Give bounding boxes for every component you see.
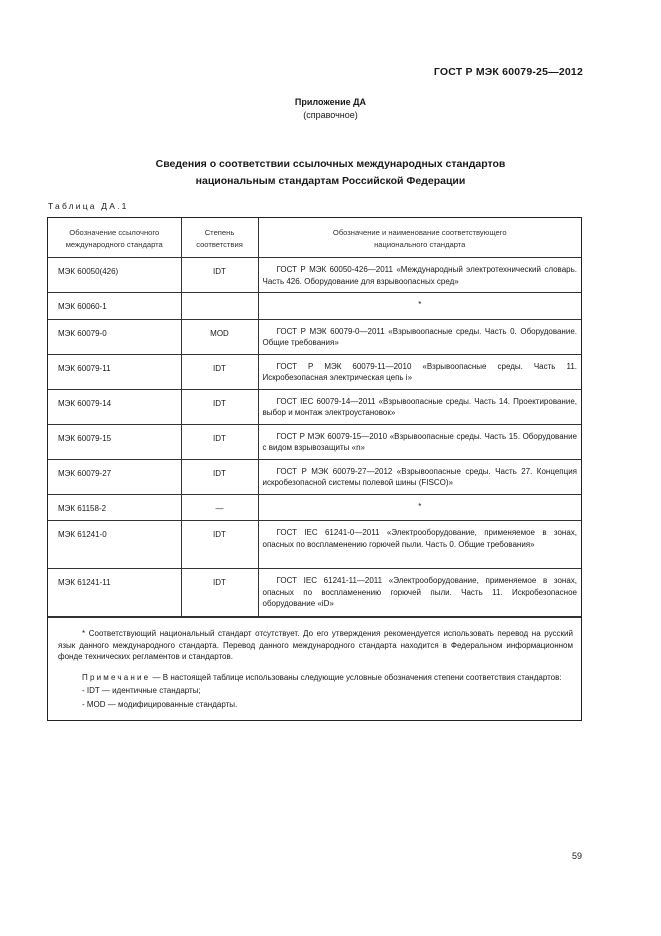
appendix-heading: [0, 96, 661, 122]
appendix-subtitle: (справочное): [303, 110, 358, 120]
table-label: Таблица ДА.1: [48, 201, 129, 211]
table-row: [48, 459, 581, 494]
table-notes: [48, 617, 581, 720]
standard-id: ГОСТ Р МЭК 60079-25—2012: [433, 66, 583, 78]
degree-cell: [181, 293, 258, 320]
degree-cell: MOD: [181, 319, 258, 354]
national-cell: ГОСТ IEC 61241-0—2011 «Электрооборудование, применяемое в зонах, опасных по воспламенению горючей пыли. Часть 0. Общие требования»: [258, 521, 581, 569]
degree-cell: IDT: [181, 354, 258, 389]
ref-cell: МЭК 61158-2: [48, 494, 181, 521]
national-cell: ГОСТ IEC 61241-11—2011 «Электрооборудование, применяемое в зонах, опасных по воспламенению горючей пыли. Часть 11. Искробезопасное оборудование «iD»: [258, 569, 581, 617]
note-text: — В настоящей таблице использованы следующие условные обозначения степени соответствия стандартов:: [152, 672, 562, 682]
footnote: * Соответствующий национальный стандарт отсутствует. До его утверждения рекомендуется использовать перевод на русский язык данного международного стандарта. Перевод данного международного стандарта находится в Федеральном информационном фонде технических регламентов и стандартов.: [58, 629, 573, 661]
correspondence-table: [47, 217, 582, 721]
national-cell: ГОСТ IEC 60079-14—2011 «Взрывоопасные среды. Часть 14. Проектирование, выбор и монтаж электроустановок»: [258, 389, 581, 424]
ref-cell: МЭК 61241-0: [48, 521, 181, 569]
column-header-national: Обозначение и наименование соответствующего национального стандарта: [258, 218, 581, 258]
degree-cell: IDT: [181, 459, 258, 494]
note-label: Примечание: [82, 672, 151, 682]
ref-cell: МЭК 60060-1: [48, 293, 181, 320]
ref-cell: МЭК 60079-27: [48, 459, 181, 494]
column-header-ref: Обозначение ссылочного международного стандарта: [48, 218, 181, 258]
ref-cell: МЭК 60079-11: [48, 354, 181, 389]
table-row: [48, 569, 581, 617]
ref-cell: МЭК 61241-11: [48, 569, 181, 617]
national-cell: ГОСТ Р МЭК 60079-0—2011 «Взрывоопасные среды. Часть 0. Оборудование. Общие требования»: [258, 319, 581, 354]
national-cell: ГОСТ Р МЭК 60050-426—2011 «Международный электротехнический словарь. Часть 426. Оборудование для взрывоопасных сред»: [258, 258, 581, 293]
degree-cell: IDT: [181, 521, 258, 569]
national-cell: ГОСТ Р МЭК 60079-15—2010 «Взрывоопасные среды. Часть 15. Оборудование с видом взрывозащиты «n»: [258, 424, 581, 459]
table-row: [48, 258, 581, 293]
title-line-2: национальным стандартам Российской Федерации: [195, 175, 466, 187]
national-cell: ГОСТ Р МЭК 60079-27—2012 «Взрывоопасные среды. Часть 27. Концепция искробезопасной системы полевой шины (FISCO)»: [258, 459, 581, 494]
note: [58, 672, 573, 684]
page-number: 59: [571, 851, 582, 861]
ref-cell: МЭК 60079-0: [48, 319, 181, 354]
national-cell: *: [258, 293, 581, 320]
degree-cell: IDT: [181, 258, 258, 293]
degree-cell: IDT: [181, 389, 258, 424]
table-row: [48, 521, 581, 569]
ref-cell: МЭК 60050(426): [48, 258, 181, 293]
ref-cell: МЭК 60079-15: [48, 424, 181, 459]
note-item: - IDT — идентичные стандарты;: [82, 686, 201, 695]
table-row: [48, 319, 581, 354]
table-header-row: [48, 218, 581, 258]
table-row: [48, 494, 581, 521]
table-row: [48, 354, 581, 389]
degree-cell: —: [181, 494, 258, 521]
table-row: [48, 389, 581, 424]
degree-cell: IDT: [181, 424, 258, 459]
table-row: [48, 424, 581, 459]
national-cell: ГОСТ Р МЭК 60079-11—2010 «Взрывоопасные среды. Часть 11. Искробезопасная электрическая цепь i»: [258, 354, 581, 389]
appendix-title: Приложение ДА: [294, 97, 367, 107]
degree-cell: IDT: [181, 569, 258, 617]
page-title: [0, 156, 661, 190]
column-header-degree: Степень соответствия: [181, 218, 258, 258]
title-line-1: Сведения о соответствии ссылочных международных стандартов: [155, 158, 506, 170]
table-row: [48, 293, 581, 320]
national-cell: *: [258, 494, 581, 521]
note-item: - MOD — модифицированные стандарты.: [82, 699, 238, 709]
ref-cell: МЭК 60079-14: [48, 389, 181, 424]
